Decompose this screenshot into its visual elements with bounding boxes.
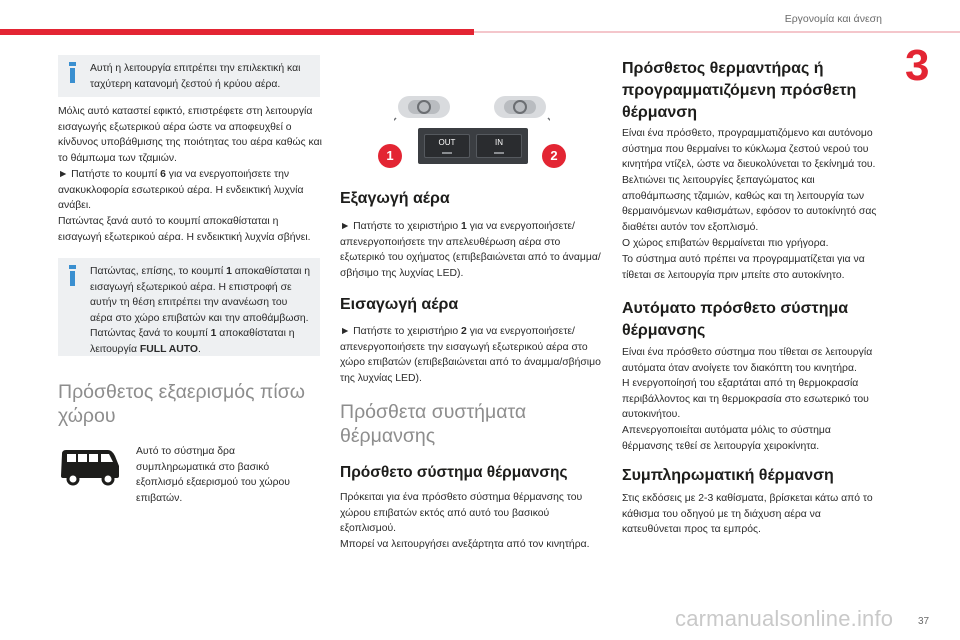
instruction-text: για να ενεργοποιήσετε την ανακυκλοφορία εσωτερικού αέρα. Η ενδεικτική λυχνία ανάβει.: [58, 169, 304, 212]
chapter-title: Εργονομία και άνεση: [784, 13, 882, 25]
button-number: 6: [160, 169, 166, 180]
note-text: Πατώντας ξανά το κουμπί: [90, 328, 211, 340]
note-text: Πατώντας, επίσης, το κουμπί: [90, 266, 227, 277]
callout-2: 2: [542, 144, 566, 168]
led-indicator: [494, 152, 504, 154]
note-text: .: [197, 343, 201, 355]
page-number: 37: [918, 616, 930, 627]
paragraph: Είναι ένα πρόσθετο σύστημα που τίθεται σε λειτουργία αυτόματα όταν ανοίγετε τον διακόπτη του κινητήρα.: [622, 347, 873, 374]
section-heading: Πρόσθετος εξαερισμός πίσω χώρου: [58, 381, 305, 427]
info-icon: [69, 265, 76, 287]
note-text: Αυτή η λειτουργία επιτρέπει την επιλεκτική και ταχύτερη κατανομή ζεστού ή κρύου αέρα.: [90, 63, 301, 90]
instruction-paragraph: [58, 167, 322, 214]
section-heading: Πρόσθετα συστήματα θέρμανσης: [340, 401, 527, 447]
paragraph: Το σύστημα αυτό πρέπει να προγραμματίζεται για να τίθεται σε λειτουργία πριν μπείτε στο αυτοκίνητο.: [622, 254, 865, 281]
instruction-paragraph: [340, 324, 602, 386]
paragraph: Πρόκειται για ένα πρόσθετο σύστημα θέρμανσης του χώρου επιβατών εκτός από αυτό του βασικού εξοπλισμού.: [340, 492, 583, 535]
airflow-in-icon: [490, 90, 550, 124]
callout-1: 1: [378, 144, 402, 168]
info-note: [58, 258, 320, 356]
air-out-button[interactable]: [424, 134, 470, 158]
instruction-text: ► Πατήστε το χειριστήριο: [340, 326, 462, 337]
paragraph: Είναι ένα πρόσθετο, προγραμματιζόμενο και αυτόνομο σύστημα που θερμαίνει το κύκλωμα ζεστού νερού του κινητήρα ντίζελ, ώστε να διευκολύνεται το ξεκίνημά του.: [622, 128, 876, 171]
paragraph: Μόλις αυτό καταστεί εφικτό, επιστρέφετε στη λειτουργία εισαγωγής εξωτερικού αέρα ώστε να αποφευχθεί ο κίνδυνος υποβάθμισης της ποιότητας του αέρα καθώς και το θάμπωμα των τζαμιών.: [58, 106, 322, 164]
control-number: 1: [461, 221, 467, 232]
paragraph: Στις εκδόσεις με 2-3 καθίσματα, βρίσκεται κάτω από το κάθισμα του οδηγού με τη διάχυση αέρα να κατευθύνεται προς τα εμπρός.: [622, 493, 873, 536]
paragraph: Η ενεργοποίησή του εξαρτάται από τη θερμοκρασία περιβάλλοντος και τη θερμοκρασία στο εσωτερικό του αυτοκινήτου.: [622, 378, 869, 421]
button-number: 1: [226, 266, 232, 277]
button-label: IN: [495, 138, 503, 147]
instruction-text: ► Πατήστε το χειριστήριο: [340, 221, 462, 232]
airflow-out-icon: [394, 90, 454, 124]
watermark: carmanualsonline.info: [675, 606, 894, 631]
section-heading: Συμπληρωματική θέρμανση: [622, 467, 834, 484]
instruction-paragraph: [340, 219, 602, 281]
note-text: αποκαθίσταται η λειτουργία: [90, 328, 295, 355]
van-icon: [58, 446, 122, 486]
air-in-button[interactable]: [476, 134, 522, 158]
control-panel-illustration: [372, 88, 572, 168]
paragraph: Μπορεί να λειτουργήσει ανεξάρτητα από τον κινητήρα.: [340, 539, 590, 550]
van-description: Αυτό το σύστημα δρα συμπληρωματικά στο βασικό εξοπλισμό εξαερισμού του χώρου επιβατών.: [136, 446, 290, 504]
button-number: 1: [210, 328, 217, 340]
paragraph: Απενεργοποιείται αυτόματα μόλις το σύστημα θέρμανσης τεθεί σε λειτουργία χειροκίνητα.: [622, 425, 831, 452]
switch-panel: [418, 128, 528, 164]
mode-name: FULL AUTO: [139, 343, 198, 355]
info-note: [58, 55, 320, 97]
control-number: 2: [461, 326, 467, 337]
info-icon: [69, 62, 76, 84]
instruction-text: για να ενεργοποιήσετε/απενεργοποιήσετε την εισαγωγή εξωτερικού αέρα στο χώρο επιβατών (επιβεβαιώνεται από το άναμμα/σβήσιμο της λυχνίας LED).: [340, 326, 601, 384]
subsection-heading: Πρόσθετο σύστημα θέρμανσης: [340, 464, 568, 481]
paragraph: Πατώντας ξανά αυτό το κουμπί αποκαθίσταται η εισαγωγή εξωτερικού αέρα. Η ενδεικτική λυχνία σβήνει.: [58, 216, 311, 243]
button-label: OUT: [438, 138, 456, 147]
note-text: αποκαθίσταται η εισαγωγή εξωτερικού αέρα. Η επιστροφή σε αυτήν τη θέση επιτρέπει την ανανέωση του αέρα στο χώρο επιβατών και την αποθάμβωση.: [90, 266, 311, 324]
paragraph: Βελτιώνει τις λειτουργίες ξεπαγώματος και αποθάμπωσης τζαμιών, καθώς και τη λειτουργία των θερμαινόμενων καθισμάτων, εφόσον το αυτοκίνητό σας διαθέτει αυτόν τον εξοπλισμό.: [622, 175, 877, 233]
instruction-text: ► Πατήστε το κουμπί: [58, 169, 161, 180]
paragraph: Ο χώρος επιβατών θερμαίνεται πιο γρήγορα.: [622, 238, 829, 249]
header-rule: [474, 31, 960, 33]
section-heading: Εισαγωγή αέρα: [340, 296, 459, 313]
led-indicator: [442, 152, 452, 154]
header-accent-bar: [0, 29, 474, 35]
section-heading: Αυτόματο πρόσθετο σύστημα θέρμανσης: [622, 300, 849, 339]
section-heading: Εξαγωγή αέρα: [340, 190, 450, 207]
section-heading: Πρόσθετος θερμαντήρας ή προγραμματιζόμενη πρόσθετη θέρμανση: [622, 60, 857, 121]
chapter-number: 3: [905, 41, 930, 90]
instruction-text: για να ενεργοποιήσετε/απενεργοποιήσετε την απελευθέρωση αέρα στο εξωτερικό του οχήματος (επιβεβαιώνεται από το άναμμα/σβήσιμο της λυχνίας LED).: [340, 221, 601, 279]
